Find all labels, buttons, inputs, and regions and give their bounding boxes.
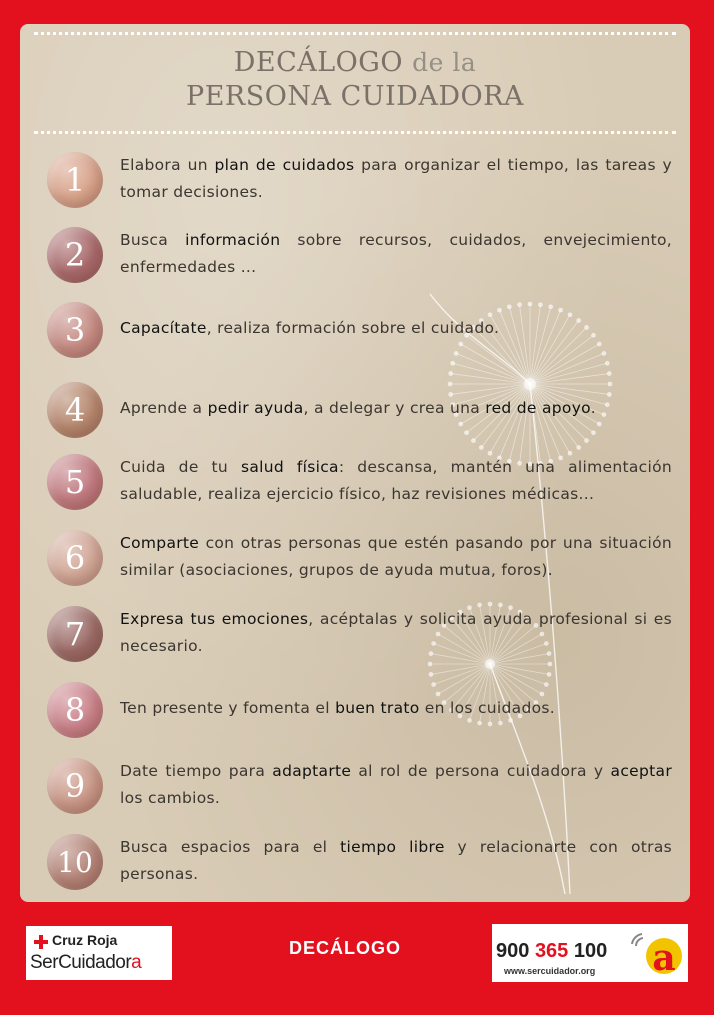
item-text (120, 454, 672, 508)
sercuidador-suffix: a (131, 952, 142, 973)
page-title (20, 46, 690, 114)
phone-part3: 100 (568, 940, 608, 962)
item-number-badge: 8 (47, 682, 103, 738)
cruz-roja-logo[interactable] (26, 926, 172, 980)
item-number-badge: 3 (47, 302, 103, 358)
item-text-highlight: Expresa tus emociones (120, 610, 309, 628)
item-text-highlight: salud física (240, 458, 339, 476)
item-text-highlight: Comparte (120, 534, 200, 552)
item-text (120, 227, 672, 281)
phone-part1: 900 (496, 940, 535, 962)
sercuidador-text (30, 952, 141, 974)
item-text-segment: Busca espacios para el (120, 838, 341, 856)
item-text-segment: en los cuidados. (419, 699, 555, 717)
phone-number[interactable] (496, 940, 607, 963)
item-text (120, 530, 672, 584)
item-text-highlight: red de apoyo (485, 399, 591, 417)
item-text-segment: los cambios. (120, 789, 221, 807)
item-number-badge: 5 (47, 454, 103, 510)
title-connector: de la (412, 48, 477, 77)
sercuidador-name: SerCuidador (30, 952, 132, 973)
item-text-segment: Ten presente y fomenta el (120, 699, 336, 717)
item-text (120, 834, 672, 888)
item-text-segment: , a delegar y crea una (303, 399, 486, 417)
item-text (120, 315, 672, 342)
item-text (120, 152, 672, 206)
website-link[interactable]: www.sercuidador.org (504, 966, 596, 976)
item-text-segment: sobre recursos, cuidados, envejecimiento, enfermedades ... (120, 231, 673, 276)
item-text-segment: Busca (120, 231, 186, 249)
item-number-badge: 9 (47, 758, 103, 814)
item-number-badge: 6 (47, 530, 103, 586)
item-number-badge: 4 (47, 382, 103, 438)
phone-part2: 365 (534, 940, 569, 962)
item-text (120, 695, 672, 722)
item-text-segment: para organizar el tiempo, las tareas y tomar decisiones. (120, 156, 673, 201)
cruz-roja-text: Cruz Roja (52, 932, 118, 948)
item-text-highlight: Capacítate (120, 319, 207, 337)
item-text-segment: con otras personas que estén pasando por una situación similar (asociaciones, grupos de ayuda mutua, foros). (120, 534, 672, 579)
red-cross-icon (34, 935, 48, 949)
item-text-segment: Cuida de tu (120, 458, 241, 476)
decalogue-panel (20, 24, 690, 902)
sercuidador-brand-icon (628, 926, 686, 980)
footer-title: DECÁLOGO (288, 938, 401, 958)
title-main: DECÁLOGO (233, 47, 404, 78)
dotted-divider-bottom (34, 131, 676, 134)
sercuidador-contact-logo[interactable] (492, 924, 688, 982)
item-text (120, 606, 672, 660)
item-text-segment: y relacionarte con otras personas. (120, 838, 672, 883)
item-text-segment: Elabora un (120, 156, 215, 174)
item-text-segment: Aprende a (120, 399, 208, 417)
item-text (120, 395, 672, 422)
dotted-divider-top (34, 32, 676, 35)
item-number-badge: 10 (47, 834, 103, 890)
title-line2: PERSONA CUIDADORA (186, 81, 524, 112)
item-text-segment: : descansa, mantén una alimentación saludable, realiza ejercicio físico, haz revisiones médicas... (120, 458, 672, 503)
item-number-badge: 1 (47, 152, 103, 208)
item-text-highlight: buen trato (335, 699, 420, 717)
item-text-segment: Date tiempo para (120, 762, 273, 780)
item-text-highlight: pedir ayuda (207, 399, 304, 417)
item-text-highlight: plan de cuidados (214, 156, 355, 174)
item-number-badge: 7 (47, 606, 103, 662)
item-text-highlight: adaptarte (272, 762, 352, 780)
svg-text:a: a (652, 937, 676, 979)
item-text-highlight: información (185, 231, 281, 249)
item-number-badge: 2 (47, 227, 103, 283)
item-text-segment: . (590, 399, 596, 417)
item-text-segment: , realiza formación sobre el cuidado. (206, 319, 500, 337)
item-text-segment: , acéptalas y solicita ayuda profesional si es necesario. (120, 610, 672, 655)
item-text (120, 758, 672, 812)
item-text-segment: al rol de persona cuidadora y (351, 762, 611, 780)
item-text-highlight: aceptar (610, 762, 672, 780)
item-text-highlight: tiempo libre (340, 838, 445, 856)
